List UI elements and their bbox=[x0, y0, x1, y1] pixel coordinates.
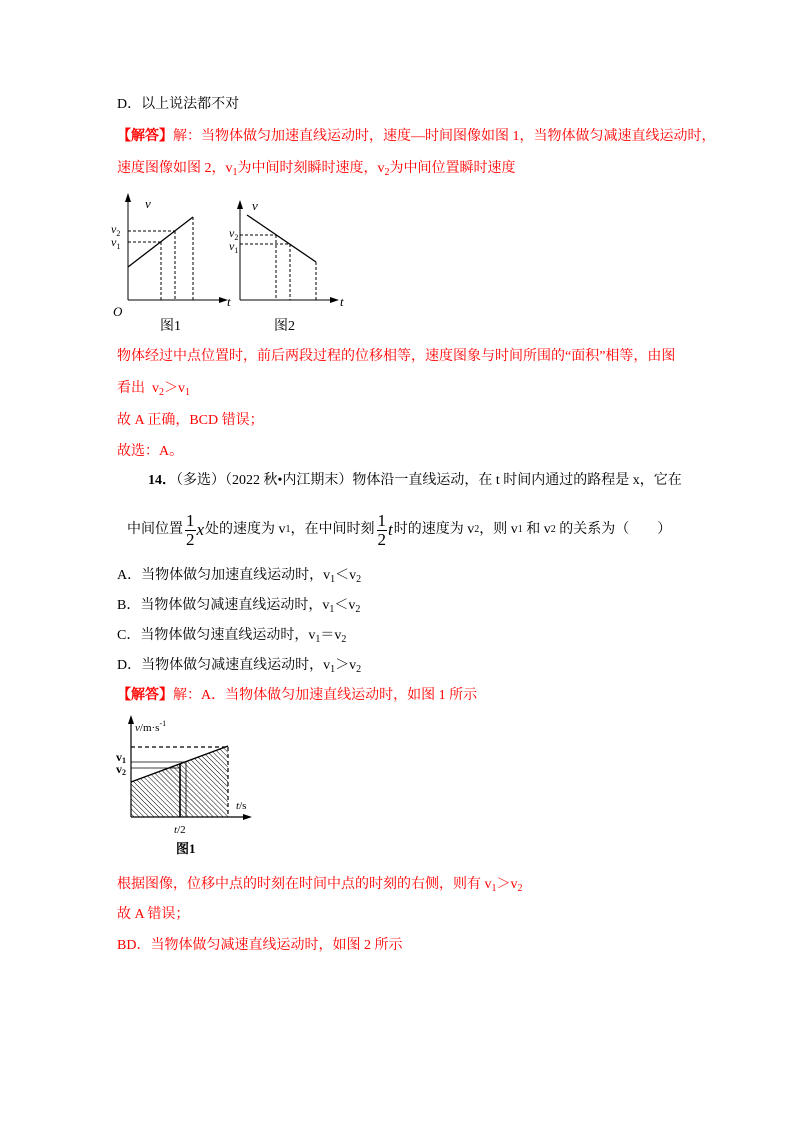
answer-13-line-6: 故选：A。 bbox=[117, 444, 184, 459]
answer-13-line-1 bbox=[117, 127, 716, 147]
answer-14-line-2-seg: ＞v bbox=[496, 877, 518, 892]
figure-caption: 图1 bbox=[176, 841, 196, 856]
subscript: 2 bbox=[355, 604, 361, 615]
v2-subscript: 2 bbox=[116, 229, 121, 238]
origin-label: O bbox=[113, 304, 123, 319]
answer-14-line-1 bbox=[117, 686, 477, 706]
v1-subscript: 1 bbox=[122, 756, 126, 765]
subscript: 1 bbox=[185, 387, 190, 398]
v2-subscript: 2 bbox=[234, 233, 239, 242]
v-axis-label: v bbox=[252, 198, 258, 213]
v1-subscript: 1 bbox=[234, 246, 239, 255]
stem-seg: 中间位置 bbox=[127, 522, 183, 537]
subscript: 1 bbox=[330, 664, 336, 675]
figure-2 bbox=[237, 200, 339, 303]
option-text: A．当物体做匀加速直线运动时，v bbox=[117, 568, 331, 583]
question-number: 14． bbox=[148, 473, 176, 488]
answer-14-line-3: 故 A 错误； bbox=[117, 907, 190, 922]
variable-t: t bbox=[388, 520, 393, 539]
velocity-line-decreasing bbox=[247, 215, 316, 262]
subscript: 1 bbox=[315, 634, 321, 645]
v1-symbol: v bbox=[116, 750, 122, 764]
answer-13-line-4-seg: ＞v bbox=[164, 381, 185, 396]
stem-seg: 的关系为（ ） bbox=[555, 522, 672, 537]
stem-seg: ，在中间时刻 bbox=[290, 522, 375, 537]
subscript: 1 bbox=[232, 167, 238, 178]
t-axis-label: t bbox=[227, 294, 231, 309]
answer-13-line-3: 物体经过中点位置时，前后两段过程的位移相等，速度图象与时间所围的“面积”相等，由图 bbox=[117, 349, 676, 364]
option-relation: ＝v bbox=[320, 628, 342, 643]
question-14-stem-line-1 bbox=[148, 471, 682, 491]
v1-symbol: v bbox=[111, 235, 117, 249]
question-14-stem-line-2: 中间位置 $\frac{1}{2}$ x 处的速度为 v 1 ，在中间时刻 $\frac{1}{2}$ t 时的速度为 v 2 ，则 v 1 和 v 2 的关系为（ ） bbox=[127, 510, 672, 549]
v-axis-arrow bbox=[125, 193, 131, 202]
v-axis-label: v bbox=[145, 196, 151, 211]
answer-13-line-4-seg: 看出 v bbox=[117, 381, 159, 396]
v1-subscript: 1 bbox=[116, 242, 121, 251]
v2-symbol: v bbox=[116, 762, 122, 776]
option-text: C．当物体做匀速直线运动时，v bbox=[117, 628, 316, 643]
half-denominator: /2 bbox=[177, 824, 186, 836]
stem-seg: 处的速度为 v bbox=[205, 522, 286, 537]
answer-14-line-2 bbox=[117, 875, 523, 895]
fraction-denominator: 2 bbox=[186, 529, 195, 549]
fraction-numerator: 1 bbox=[377, 510, 387, 530]
subscript: 2 bbox=[341, 634, 347, 645]
v1-symbol: v bbox=[229, 239, 235, 253]
answer-13-line-2-seg: 为中间时刻瞬时速度，v bbox=[237, 161, 385, 176]
figure-1-caption: 图1 bbox=[160, 319, 181, 334]
subscript: 2 bbox=[517, 883, 523, 894]
answer-14-line-4: BD．当物体做匀减速直线运动时，如图 2 所示 bbox=[117, 938, 403, 953]
t-axis-label bbox=[236, 800, 246, 812]
option-d bbox=[117, 656, 361, 676]
option-relation: ＞v bbox=[335, 658, 357, 673]
fraction-one-half bbox=[185, 512, 196, 549]
option-relation: ＜v bbox=[334, 598, 356, 613]
subscript: 1 bbox=[330, 574, 336, 585]
option-b bbox=[117, 596, 360, 616]
answer-13-line-2 bbox=[117, 159, 516, 179]
stem-seg: 和 v bbox=[522, 522, 551, 537]
answer-13-line-5: 故 A 正确，BCD 错误； bbox=[117, 413, 264, 428]
fraction-numerator: 1 bbox=[186, 510, 195, 530]
v2-symbol: v bbox=[229, 226, 235, 240]
v-axis-arrow bbox=[237, 200, 243, 209]
answer-14-line-2-seg: 根据图像，位移中点的时刻在时间中点的时刻的右侧，则有 v bbox=[117, 877, 492, 892]
q13-option-d: D．以上说法都不对 bbox=[117, 97, 240, 112]
fraction-one-half bbox=[377, 512, 388, 549]
stem-seg: 时的速度为 v bbox=[393, 522, 475, 537]
option-text: B．当物体做匀减速直线运动时，v bbox=[117, 598, 330, 613]
vt-graphs-figure-1-2 bbox=[100, 185, 360, 335]
subscript: 2 bbox=[159, 387, 164, 398]
v-unit-exponent: -1 bbox=[159, 719, 167, 728]
subscript: 2 bbox=[356, 664, 362, 675]
t-unit: /s bbox=[239, 800, 247, 812]
answer-14-tag: 【解答】 bbox=[117, 688, 173, 703]
option-relation: ＜v bbox=[335, 568, 357, 583]
stem-seg: ，则 v bbox=[479, 522, 518, 537]
subscript: 1 bbox=[491, 883, 497, 894]
option-c bbox=[117, 626, 346, 646]
v-unit: /m·s bbox=[139, 722, 160, 734]
t-symbol: t bbox=[236, 800, 240, 812]
option-a bbox=[117, 566, 361, 586]
subscript: 1 bbox=[329, 604, 335, 615]
v2-subscript: 2 bbox=[122, 768, 126, 777]
subscript: 2 bbox=[384, 167, 390, 178]
question-14-stem-text: （多选）（2022 秋•内江期末）物体沿一直线运动，在 t 时间内通过的路程是 x，它在 bbox=[176, 473, 682, 488]
variable-x: x bbox=[196, 520, 205, 539]
figure-1 bbox=[125, 193, 228, 303]
half-time-label bbox=[174, 824, 186, 836]
answer-13-line-2-seg: 速度图像如图 2，v bbox=[117, 161, 233, 176]
t-axis-label: t bbox=[340, 294, 344, 309]
t-axis-arrow bbox=[330, 297, 339, 303]
option-text: D．当物体做匀减速直线运动时，v bbox=[117, 658, 331, 673]
answer-13-tag: 【解答】 bbox=[117, 129, 173, 144]
v2-symbol: v bbox=[111, 222, 117, 236]
subscript: 2 bbox=[356, 574, 362, 585]
figure-2-caption: 图2 bbox=[274, 319, 295, 334]
v-axis-label bbox=[135, 719, 166, 734]
fraction-denominator: 2 bbox=[377, 529, 387, 549]
answer-13-line-2-seg: 为中间位置瞬时速度 bbox=[389, 161, 516, 176]
v-symbol: v bbox=[135, 722, 140, 734]
t-symbol: t bbox=[174, 824, 178, 836]
t-axis-arrow bbox=[243, 814, 252, 820]
v-axis-arrow bbox=[128, 715, 134, 724]
answer-13-line-4 bbox=[117, 379, 190, 399]
answer-13-line-1-text: 解：当物体做匀加速直线运动时，速度—时间图像如图 1，当物体做匀减速直线运动时， bbox=[173, 129, 716, 144]
vt-graph-hatched-figure bbox=[110, 710, 270, 860]
answer-14-line-1-text: 解：A．当物体做匀加速直线运动时，如图 1 所示 bbox=[173, 688, 478, 703]
